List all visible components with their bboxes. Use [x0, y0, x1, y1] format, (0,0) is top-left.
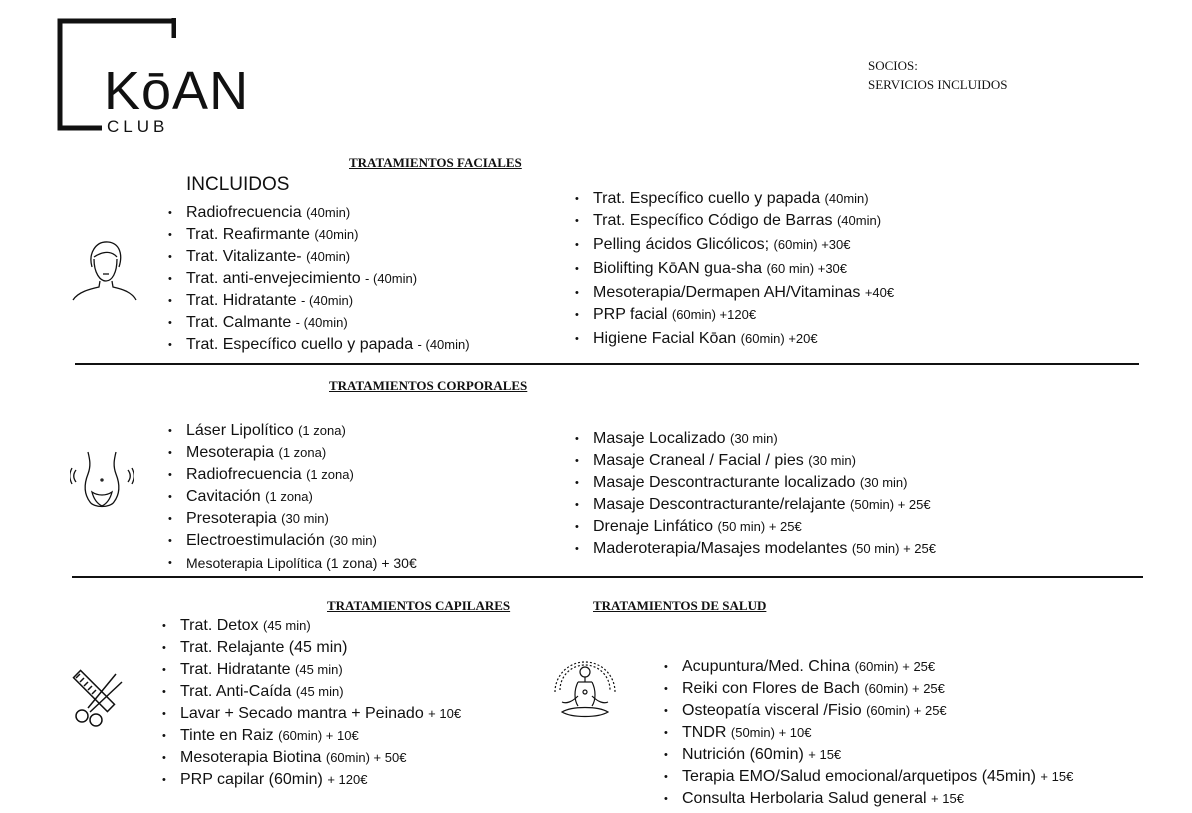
faciales-extra-list — [575, 188, 894, 350]
list-item: • Trat. Calmante - (40min) — [168, 312, 470, 334]
list-item: • Mesoterapia (1 zona) — [168, 442, 417, 464]
list-item: • Biolifting KōAN gua-sha (60 min) +30€ — [575, 258, 894, 280]
logo-sub: CLUB — [107, 117, 169, 136]
list-item: • Tinte en Raiz (60min) + 10€ — [162, 725, 461, 747]
list-item: • PRP facial (60min) +120€ — [575, 304, 894, 326]
list-item: • Pelling ácidos Glicólicos; (60min) +30€ — [575, 234, 894, 256]
section-title-corporales: TRATAMIENTOS CORPORALES — [329, 378, 528, 393]
corporales-left-list — [168, 420, 417, 574]
list-item: • Cavitación (1 zona) — [168, 486, 417, 508]
list-item: • Trat. Hidratante - (40min) — [168, 290, 470, 312]
list-item: • Trat. Específico Código de Barras (40min) — [575, 210, 894, 232]
meditation-icon — [550, 656, 620, 728]
list-item: • Mesoterapia Biotina (60min) + 50€ — [162, 747, 461, 769]
list-item: • Presoterapia (30 min) — [168, 508, 417, 530]
list-item: • Trat. Hidratante (45 min) — [162, 659, 461, 681]
list-item: • Radiofrecuencia (1 zona) — [168, 464, 417, 486]
list-item: • PRP capilar (60min) + 120€ — [162, 769, 461, 791]
face-icon — [70, 237, 138, 303]
list-item: • Electroestimulación (30 min) — [168, 530, 417, 552]
header-note — [868, 56, 1007, 94]
faciales-included-list — [168, 202, 470, 356]
list-item: • Trat. Detox (45 min) — [162, 615, 461, 637]
list-item: • Drenaje Linfático (50 min) + 25€ — [575, 516, 936, 538]
body-icon — [70, 450, 134, 512]
list-item: • Acupuntura/Med. China (60min) + 25€ — [664, 656, 1073, 678]
list-item: • Consulta Herbolaria Salud general + 15€ — [664, 788, 1073, 810]
salud-list — [664, 656, 1073, 810]
corporales-right-list — [575, 428, 936, 560]
divider-2 — [72, 576, 1143, 578]
included-heading: INCLUIDOS — [186, 174, 290, 195]
list-item: • Trat. anti-envejecimiento - (40min) — [168, 268, 470, 290]
list-item: • Trat. Específico cuello y papada (40min) — [575, 188, 894, 210]
list-item: • Mesoterapia/Dermapen AH/Vitaminas +40€ — [575, 282, 894, 304]
list-item: • Trat. Reafirmante (40min) — [168, 224, 470, 246]
scissors-comb-icon — [66, 668, 126, 728]
list-item: • Masaje Craneal / Facial / pies (30 min) — [575, 450, 936, 472]
divider-1 — [75, 363, 1139, 365]
list-item: • Trat. Anti-Caída (45 min) — [162, 681, 461, 703]
logo-name: KōAN — [104, 61, 250, 121]
list-item: • Maderoterapia/Masajes modelantes (50 min) + 25€ — [575, 538, 936, 560]
section-title-capilares: TRATAMIENTOS CAPILARES — [327, 598, 511, 613]
list-item: • Nutrición (60min) + 15€ — [664, 744, 1073, 766]
list-item: • Reiki con Flores de Bach (60min) + 25€ — [664, 678, 1073, 700]
header-line-2: SERVICIOS INCLUIDOS — [868, 77, 1008, 92]
list-item: • Trat. Vitalizante- (40min) — [168, 246, 470, 268]
list-item: • Osteopatía visceral /Fisio (60min) + 25€ — [664, 700, 1073, 722]
list-item: • Trat. Específico cuello y papada - (40min) — [168, 334, 470, 356]
list-item: • Masaje Descontracturante localizado (30 min) — [575, 472, 936, 494]
list-item: • Mesoterapia Lipolítica (1 zona) + 30€ — [168, 552, 417, 574]
list-item: • Trat. Relajante (45 min) — [162, 637, 461, 659]
list-item: • Masaje Descontracturante/relajante (50min) + 25€ — [575, 494, 936, 516]
header-line-1: SOCIOS: — [868, 58, 918, 73]
section-title-salud: TRATAMIENTOS DE SALUD — [593, 598, 767, 613]
capilares-list — [162, 615, 461, 791]
list-item: • Radiofrecuencia (40min) — [168, 202, 470, 224]
list-item: • Lavar + Secado mantra + Peinado + 10€ — [162, 703, 461, 725]
list-item: • Terapia EMO/Salud emocional/arquetipos (45min) + 15€ — [664, 766, 1073, 788]
list-item: • Láser Lipolítico (1 zona) — [168, 420, 417, 442]
list-item: • TNDR (50min) + 10€ — [664, 722, 1073, 744]
list-item: • Masaje Localizado (30 min) — [575, 428, 936, 450]
list-item: • Higiene Facial Kōan (60min) +20€ — [575, 328, 894, 350]
section-title-faciales: TRATAMIENTOS FACIALES — [349, 155, 522, 170]
